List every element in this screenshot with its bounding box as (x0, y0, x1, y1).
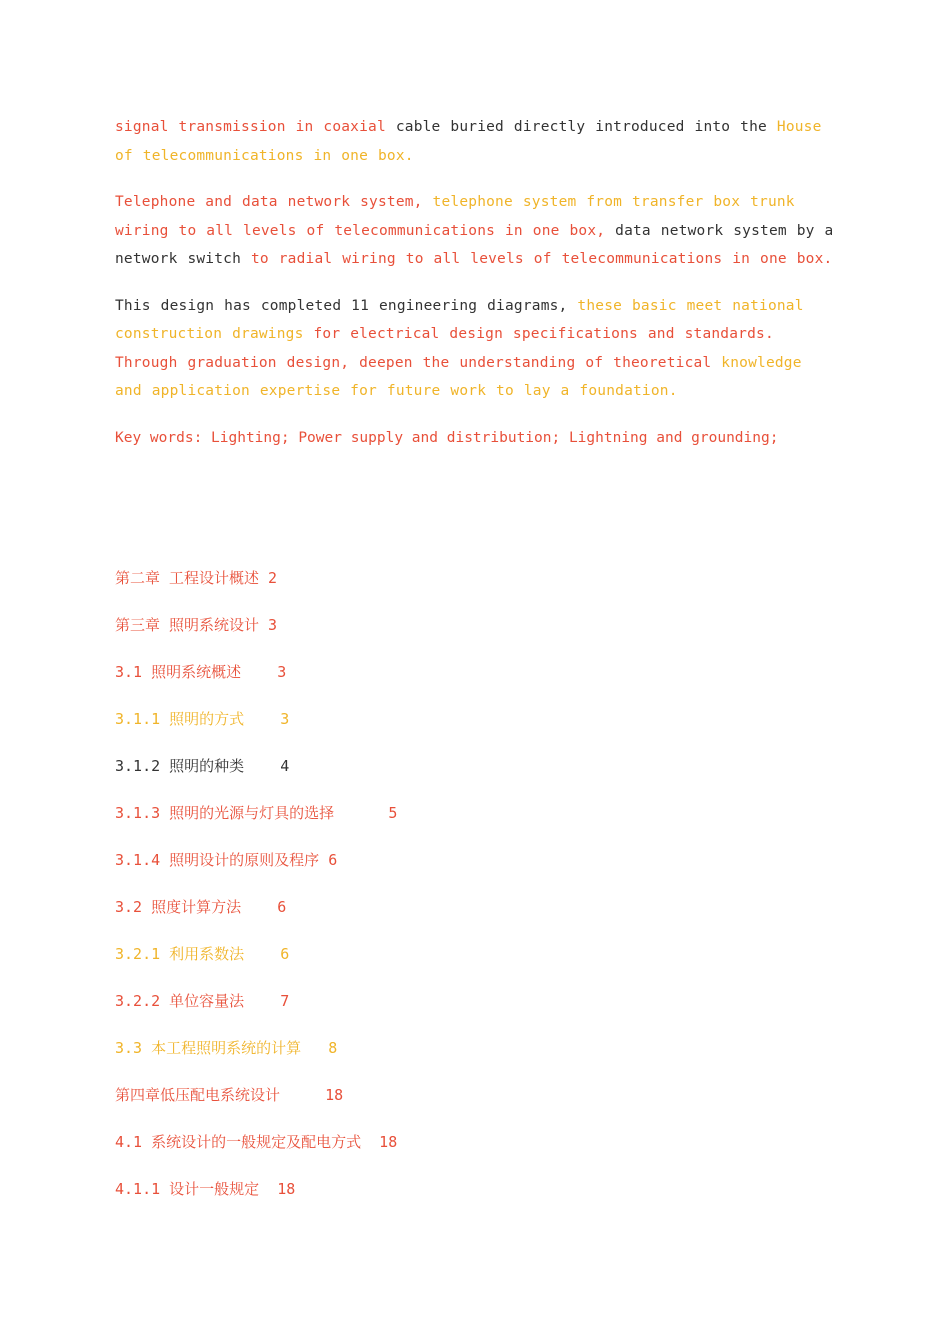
text-segment: data network system by a network switch (115, 222, 834, 267)
text-segment: to radial wiring to all levels of telecommunications in one box. (250, 251, 833, 267)
table-of-contents (115, 564, 835, 1222)
toc-entry[interactable]: 第四章低压配电系统设计 18 (115, 1086, 344, 1104)
text-segment: signal transmission in coaxial (115, 119, 396, 135)
keywords-line: Key words: Lighting; Power supply and distribution; Lightning and grounding; (115, 429, 779, 446)
toc-entry[interactable]: 3.1.2 照明的种类 4 (115, 757, 290, 775)
text-segment: cable buried directly introduced into the (395, 119, 777, 135)
toc-entry[interactable]: 3.2 照度计算方法 6 (115, 898, 287, 916)
text-segment: these basic meet national construction drawings (115, 297, 804, 342)
text-segment: for electrical design specifications and standards. Through graduation design, deepen the understanding of theoretical (115, 326, 774, 371)
text-segment: wiring to all levels of telecommunications in one box, (115, 222, 616, 239)
toc-entry[interactable]: 3.1.1 照明的方式 3 (115, 710, 290, 728)
abstract-paragraph-2 (115, 188, 835, 274)
toc-entry[interactable]: 4.1 系统设计的一般规定及配电方式 18 (115, 1133, 398, 1151)
toc-entry[interactable]: 4.1.1 设计一般规定 18 (115, 1180, 296, 1198)
toc-entry[interactable]: 第二章 工程设计概述 2 (115, 569, 278, 587)
toc-entry[interactable]: 3.2.1 利用系数法 6 (115, 945, 290, 963)
abstract-section (115, 113, 835, 452)
toc-entry[interactable]: 3.1.4 照明设计的原则及程序 6 (115, 851, 338, 869)
toc-entry[interactable]: 3.2.2 单位容量法 7 (115, 992, 290, 1010)
abstract-paragraph-1 (115, 113, 835, 170)
text-segment: House of telecommunications in one box. (115, 119, 822, 164)
toc-entry[interactable]: 3.3 本工程照明系统的计算 8 (115, 1039, 338, 1057)
text-segment: This design has completed 11 engineering diagrams, (115, 297, 578, 314)
toc-entry[interactable]: 3.1 照明系统概述 3 (115, 663, 287, 681)
text-segment: Telephone and data network system, (115, 194, 433, 210)
toc-entry[interactable]: 3.1.3 照明的光源与灯具的选择 5 (115, 804, 398, 822)
text-segment: telephone system from transfer box trunk (432, 194, 795, 210)
text-segment: knowledge and application expertise for future work to lay a foundation. (115, 354, 802, 399)
toc-entry[interactable]: 第三章 照明系统设计 3 (115, 616, 278, 634)
abstract-paragraph-3 (115, 292, 835, 406)
